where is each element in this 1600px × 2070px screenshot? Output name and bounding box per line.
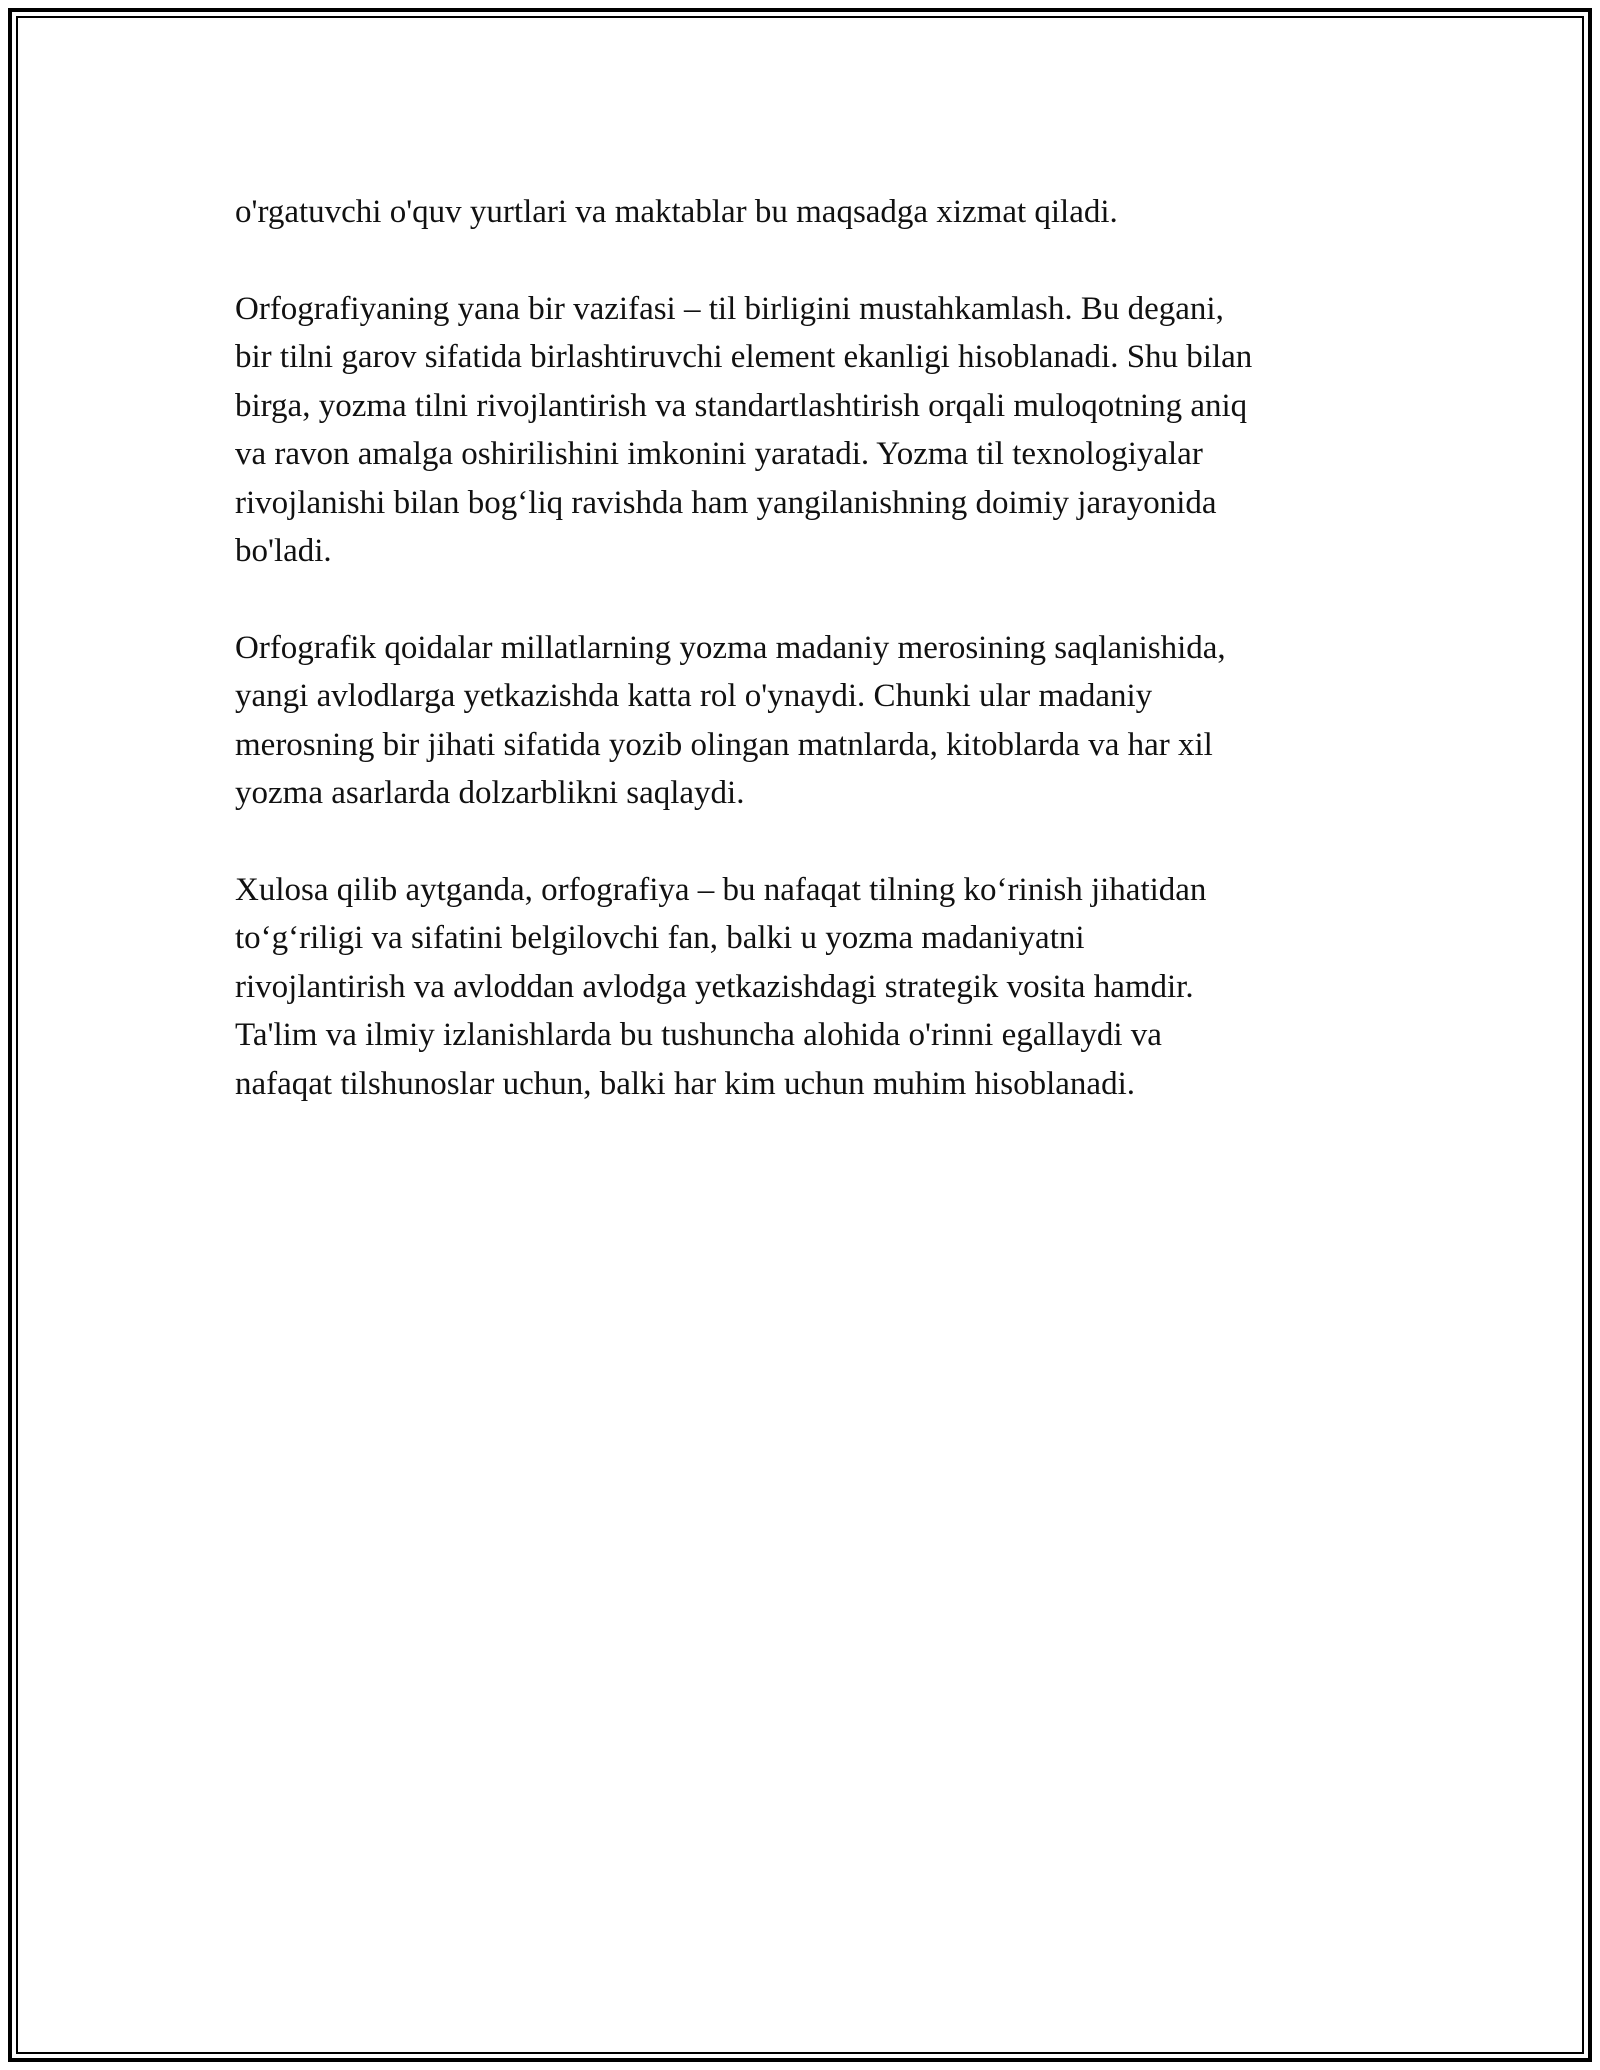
- paragraph-1: o'rgatuvchi o'quv yurtlari va maktablar bu maqsadga xizmat qiladi.: [235, 194, 1118, 230]
- document-body: [235, 188, 1370, 1156]
- paragraph-4: Xulosa qilib aytganda, orfografiya – bu nafaqat tilning ko‘rinish jihatidan to‘g‘riligi va sifatini belgilovchi fan, balki u yozma madaniyatni rivojlantirish va avloddan avlodga yetkazishdagi strategik vosita hamdir. Ta'lim va ilmiy izlanishlarda bu tushuncha alohida o'rinni egallaydi va nafaqat tilshunoslar uchun, balki har kim uchun muhim hisoblanadi.: [235, 871, 1207, 1102]
- paragraph-2: Orfografiyaning yana bir vazifasi – til birligini mustahkamlash. Bu degani, bir tilni garov sifatida birlashtiruvchi element ekanligi hisoblanadi. Shu bilan birga, yozma tilni rivojlantirish va standartlashtirish orqali muloqotning aniq va ravon amalga oshirilishini imkonini yaratadi. Yozma til texnologiyalar rivojlanishi bilan bog‘liq ravishda ham yangilanishning doimiy jarayonida bo'ladi.: [235, 290, 1253, 569]
- paragraph-3: Orfografik qoidalar millatlarning yozma madaniy merosining saqlanishida, yangi avlodlarga yetkazishda katta rol o'ynaydi. Chunki ular madaniy merosning bir jihati sifatida yozib olingan matnlarda, kitoblarda va har xil yozma asarlarda dolzarblikni saqlaydi.: [235, 629, 1226, 811]
